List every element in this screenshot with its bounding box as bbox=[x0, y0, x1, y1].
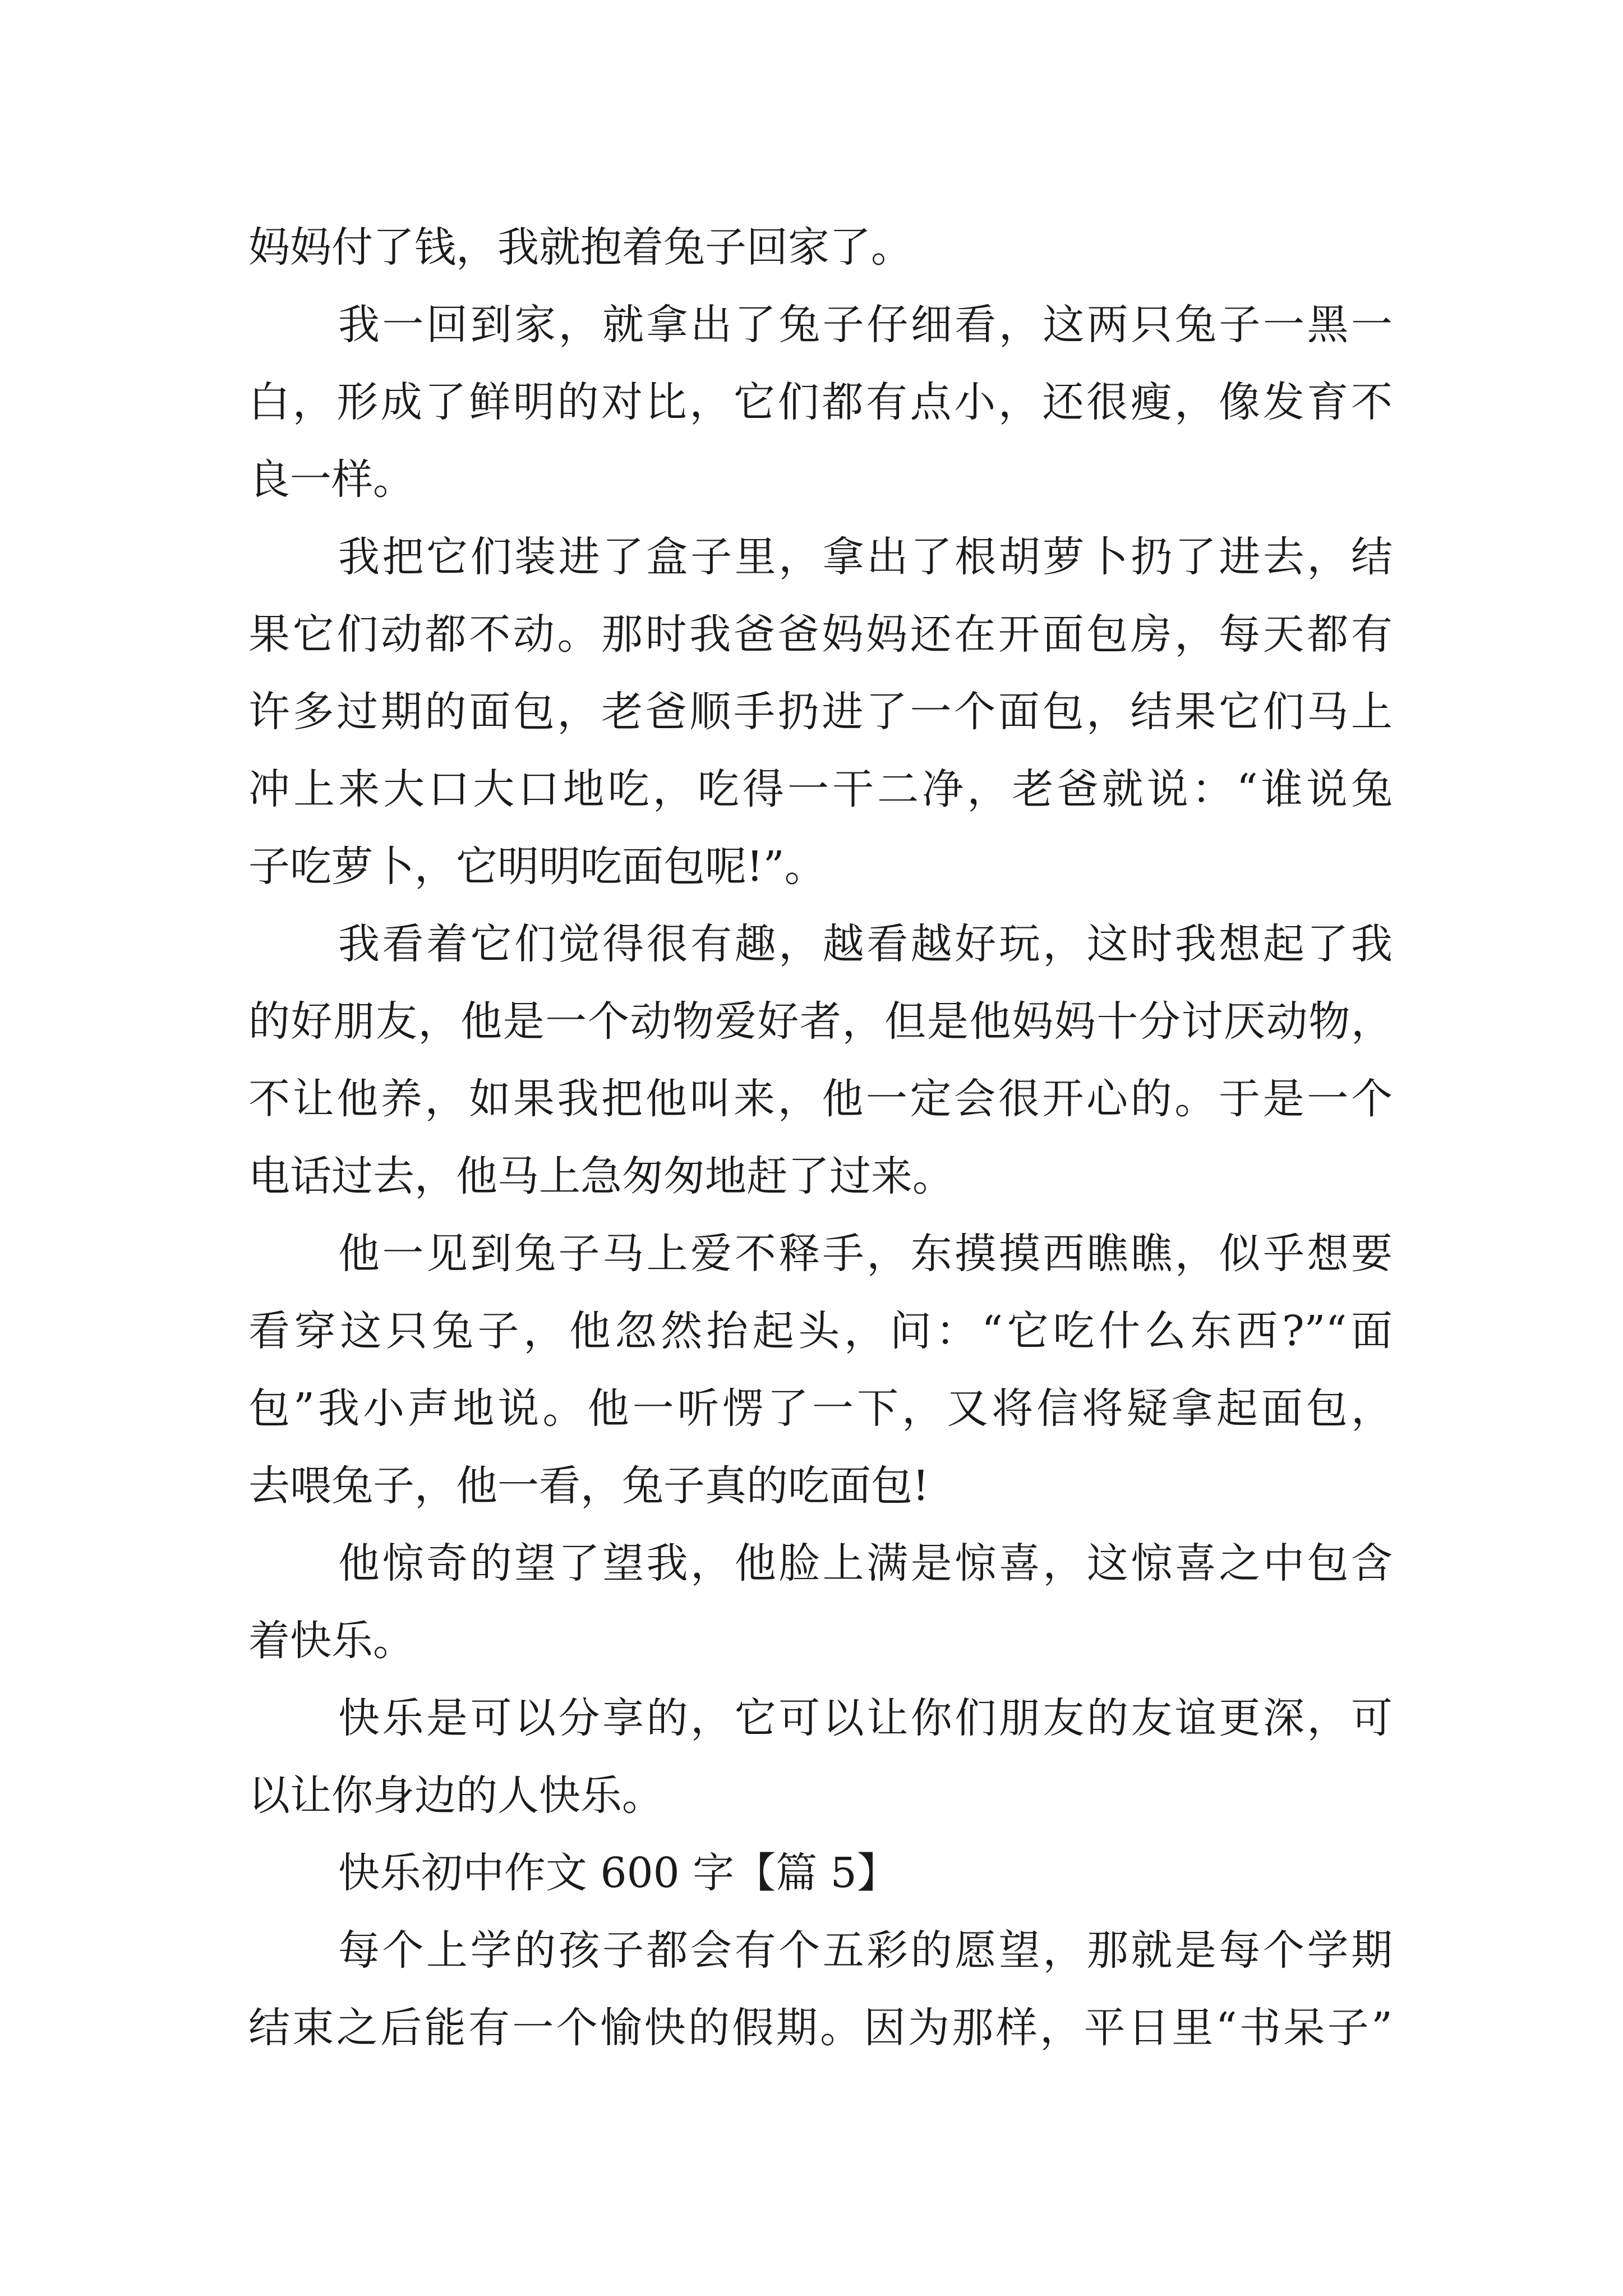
text-line: 冲上来大口大口地吃，吃得一干二净，老爸就说：“谁说兔 bbox=[248, 765, 1393, 813]
text-line: 我看着它们觉得很有趣，越看越好玩，这时我想起了我 bbox=[338, 920, 1393, 968]
text-line: 许多过期的面包，老爸顺手扔进了一个面包，结果它们马上 bbox=[248, 688, 1393, 736]
text-line: 看穿这只兔子，他忽然抬起头，问：“它吃什么东西?”“面 bbox=[248, 1307, 1393, 1355]
text-line: 结束之后能有一个愉快的假期。因为那样，平日里“书呆子” bbox=[248, 2004, 1393, 2052]
text-line: 以让你身边的人快乐。 bbox=[248, 1772, 663, 1820]
text-line: 他一见到兔子马上爱不释手，东摸摸西瞧瞧，似乎想要 bbox=[338, 1230, 1393, 1278]
text-line: 我一回到家，就拿出了兔子仔细看，这两只兔子一黑一 bbox=[338, 301, 1393, 349]
text-line: 去喂兔子，他一看，兔子真的吃面包! bbox=[248, 1462, 929, 1510]
text-line: 不让他养，如果我把他叫来，他一定会很开心的。于是一个 bbox=[248, 1075, 1393, 1123]
text-line: 妈妈付了钱，我就抱着兔子回家了。 bbox=[248, 223, 912, 272]
text-line: 包”我小声地说。他一听愣了一下，又将信将疑拿起面包， bbox=[248, 1384, 1393, 1433]
text-line: 快乐是可以分享的，它可以让你们朋友的友谊更深，可 bbox=[338, 1694, 1393, 1742]
text-line: 子吃萝卜，它明明吃面包呢!”。 bbox=[248, 843, 826, 891]
text-line: 着快乐。 bbox=[248, 1617, 414, 1665]
document-body bbox=[248, 209, 1393, 2067]
text-line: 果它们动都不动。那时我爸爸妈妈还在开面包房，每天都有 bbox=[248, 610, 1393, 659]
text-line: 每个上学的孩子都会有个五彩的愿望，那就是每个学期 bbox=[338, 1926, 1393, 1975]
text-line: 我把它们装进了盒子里，拿出了根胡萝卜扔了进去，结 bbox=[338, 533, 1393, 581]
section-heading: 快乐初中作文 600 字【篇 5】 bbox=[338, 1849, 898, 1897]
text-line: 良一样。 bbox=[248, 455, 414, 504]
text-line: 他惊奇的望了望我，他脸上满是惊喜，这惊喜之中包含 bbox=[338, 1539, 1393, 1588]
text-line: 白，形成了鲜明的对比，它们都有点小，还很瘦，像发育不 bbox=[248, 378, 1393, 426]
text-line: 的好朋友，他是一个动物爱好者，但是他妈妈十分讨厌动物， bbox=[248, 997, 1393, 1046]
text-line: 电话过去，他马上急匆匆地赶了过来。 bbox=[248, 1152, 954, 1200]
